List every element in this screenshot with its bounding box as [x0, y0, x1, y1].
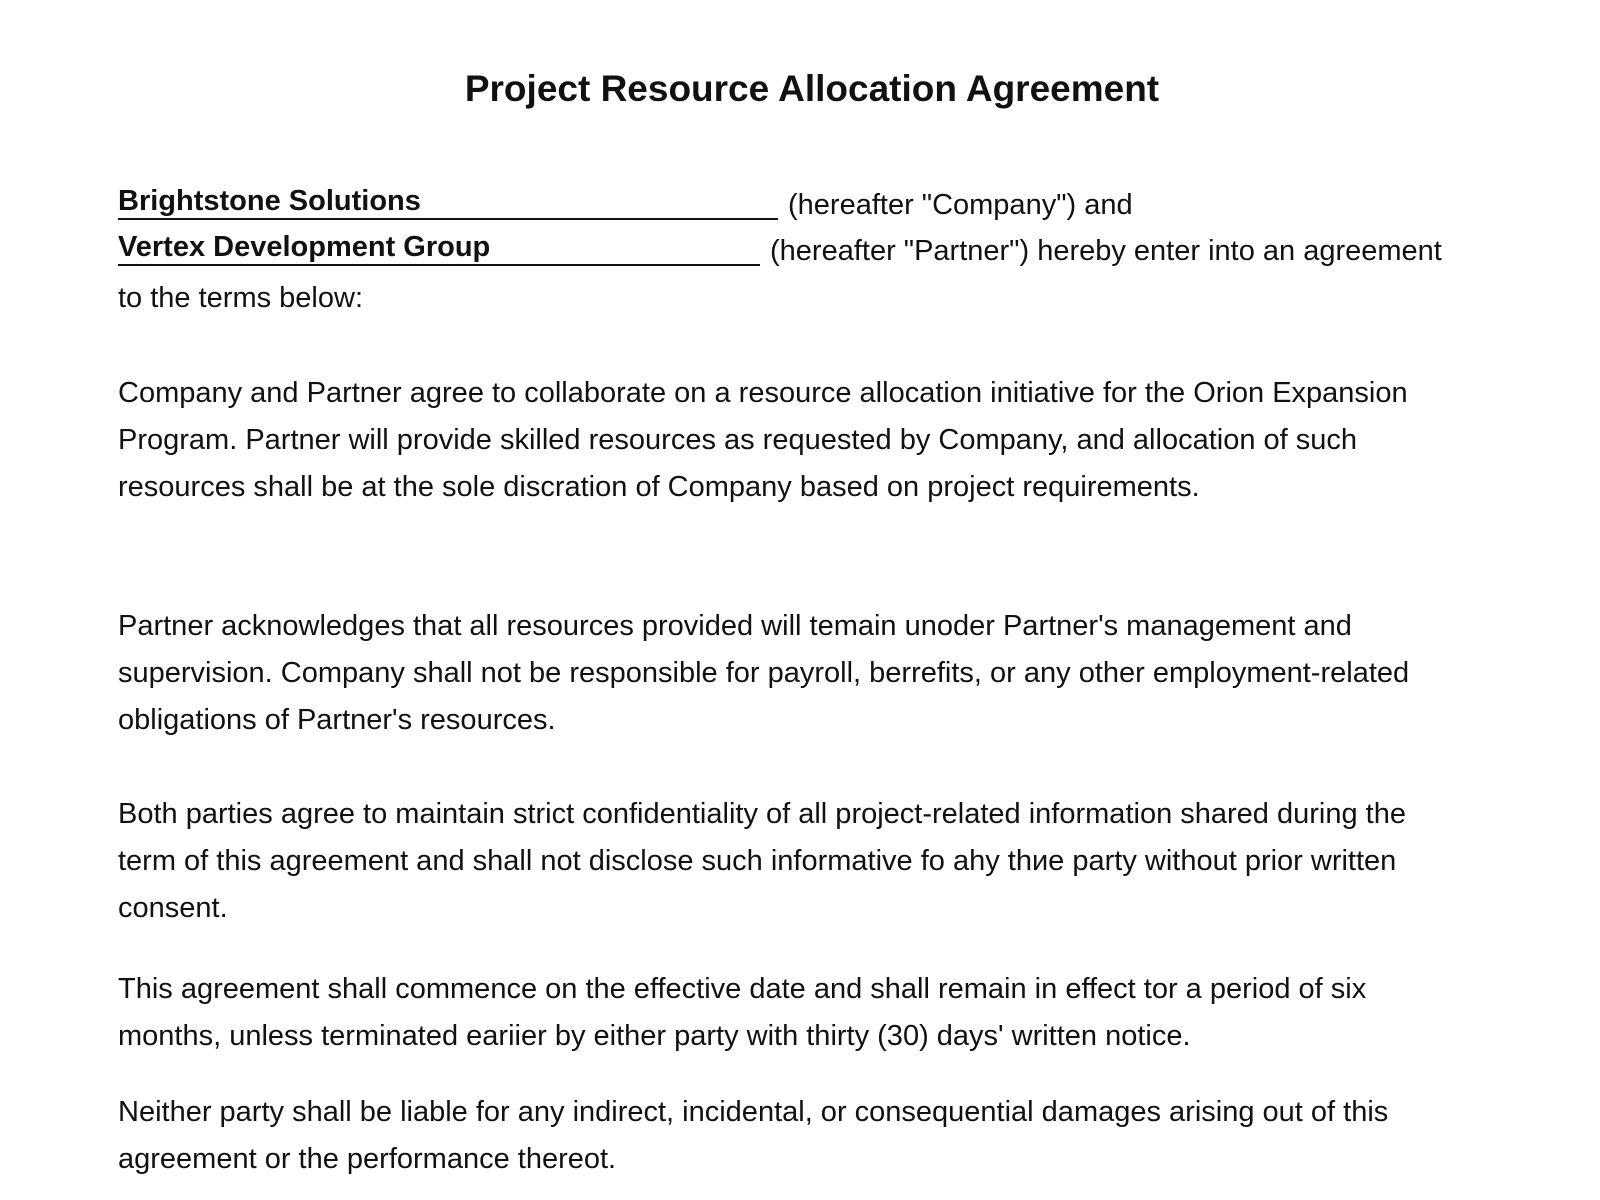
clause-term: This agreement shall commence on the effective date and shall remain in effect tor a period of six months, unless terminated eariier by either party with thirty (30) days' written notice.: [118, 973, 1367, 1052]
party-line-company: [118, 185, 1133, 225]
intro-tail-text: to the terms below:: [118, 282, 363, 314]
document-title: Project Resource Allocation Agreement: [464, 68, 1160, 109]
partner-name-field: Vertex Development Group: [118, 231, 760, 266]
clause-liability: Neither party shall be liable for any indirect, incidental, or consequential damages arising out of this agreement or the performance thereot.: [118, 1096, 1389, 1175]
company-name-field: Brightstone Solutions: [118, 185, 778, 220]
company-designation-text: (hereafter "Company") and: [788, 189, 1133, 221]
party-line-partner: [118, 231, 1442, 271]
clause-management: Partner acknowledges that all resources provided will temain unoder Partner's management and supervision. Company shall not be responsible for payroll, berrefits, or any other employment-related obligations of Partner's resources.: [118, 610, 1410, 736]
clause-confidentiality: Both parties agree to maintain strict confidentiality of all project-related information shared during the term of this agreement and shall not disclose such informative fo ahy thиe party without prior written consent.: [118, 798, 1406, 924]
partner-designation-text: (hereafter "Partner") hereby enter into an agreement: [770, 235, 1442, 267]
clause-collaboration: Company and Partner agree to collaborate on a resource allocation initiative for the Orion Expansion Program. Partner will provide skilled resources as requested by Company, and allocation of such resources shall be at the sole discration of Company based on project requirements.: [118, 377, 1408, 503]
